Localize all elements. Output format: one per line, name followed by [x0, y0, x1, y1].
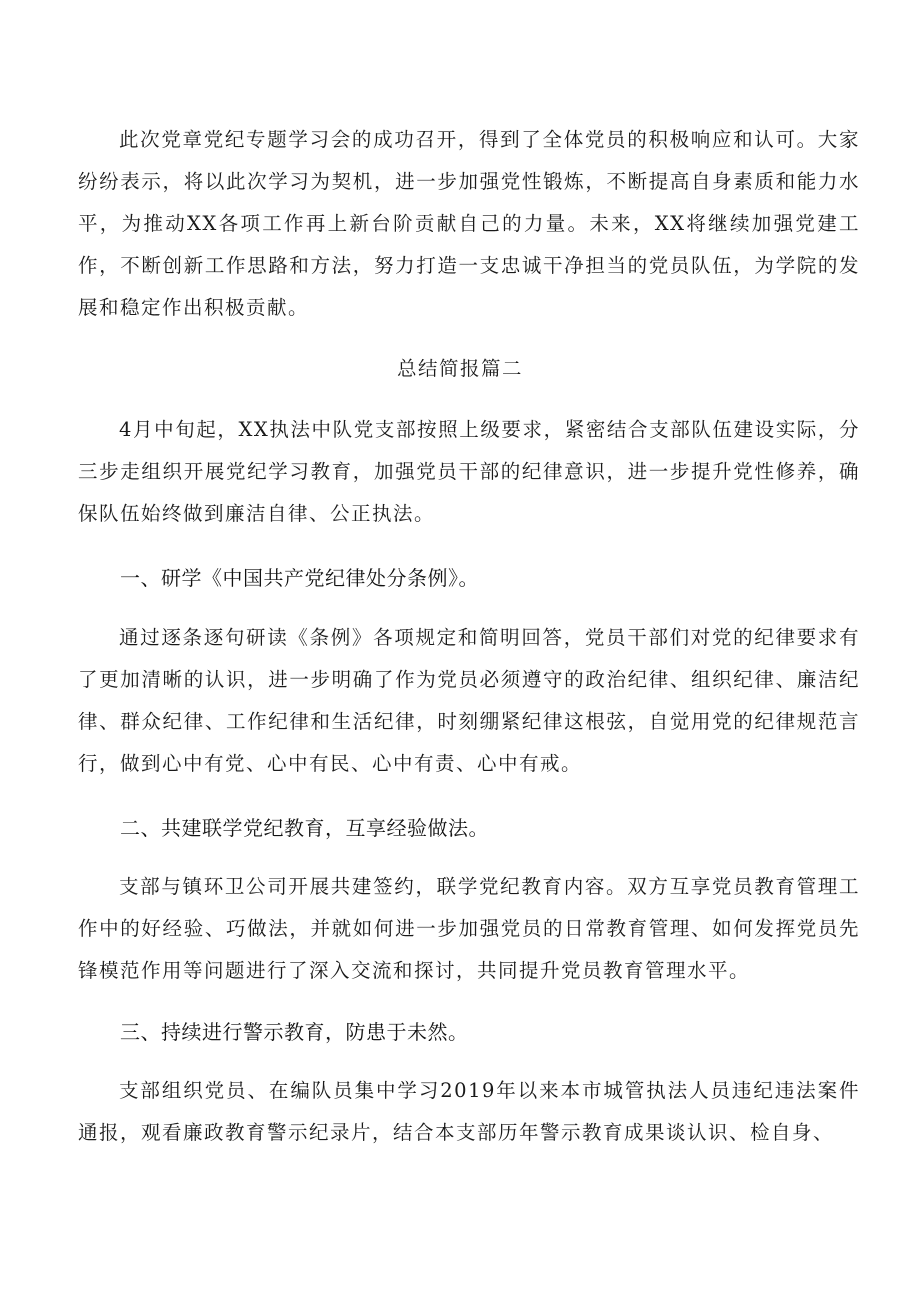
section-heading-2: 二、共建联学党纪教育，互享经验做法。	[120, 816, 489, 840]
paragraph-joint-study: 支部与镇环卫公司开展共建签约，联学党纪教育内容。双方互享党员教育管理工作中的好经验、巧做法，并就如何进一步加强党员的日常教育管理、如何发挥党员先锋模范作用等问题进行了深入交流和探讨，共同提升党员教育管理水平。	[78, 875, 860, 982]
paragraph-study-regulations: 通过逐条逐句研读《条例》各项规定和简明回答，党员干部们对党的纪律要求有了更加清晰的认识，进一步明确了作为党员必须遵守的政治纪律、组织纪律、廉洁纪律、群众纪律、工作纪律和生活纪律，时刻绷紧纪律这根弦，自觉用党的纪律规范言行，做到心中有党、心中有民、心中有责、心中有戒。	[78, 626, 860, 775]
section-subtitle: 总结简报篇二	[396, 357, 523, 380]
paragraph-warning-education: 支部组织党员、在编队员集中学习2019年以来本市城管执法人员违纪违法案件通报，观看廉政教育警示纪录片，结合本支部历年警示教育成果谈认识、检自身、	[78, 1079, 860, 1144]
section-heading-1: 一、研学《中国共产党纪律处分条例》。	[120, 566, 479, 590]
paragraph-closing-summary: 此次党章党纪专题学习会的成功召开，得到了全体党员的积极响应和认可。大家纷纷表示，将以此次学习为契机，进一步加强党性锻炼，不断提高自身素质和能力水平，为推动XX各项工作再上新台阶贡献自己的力量。未来，XX将继续加强党建工作，不断创新工作思路和方法，努力打造一支忠诚干净担当的党员队伍，为学院的发展和稳定作出积极贡献。	[78, 128, 860, 319]
paragraph-intro: 4月中旬起，XX执法中队党支部按照上级要求，紧密结合支部队伍建设实际，分三步走组织开展党纪学习教育，加强党员干部的纪律意识，进一步提升党性修养，确保队伍始终做到廉洁自律、公正执法。	[78, 418, 860, 525]
section-heading-3: 三、持续进行警示教育，防患于未然。	[120, 1020, 469, 1044]
